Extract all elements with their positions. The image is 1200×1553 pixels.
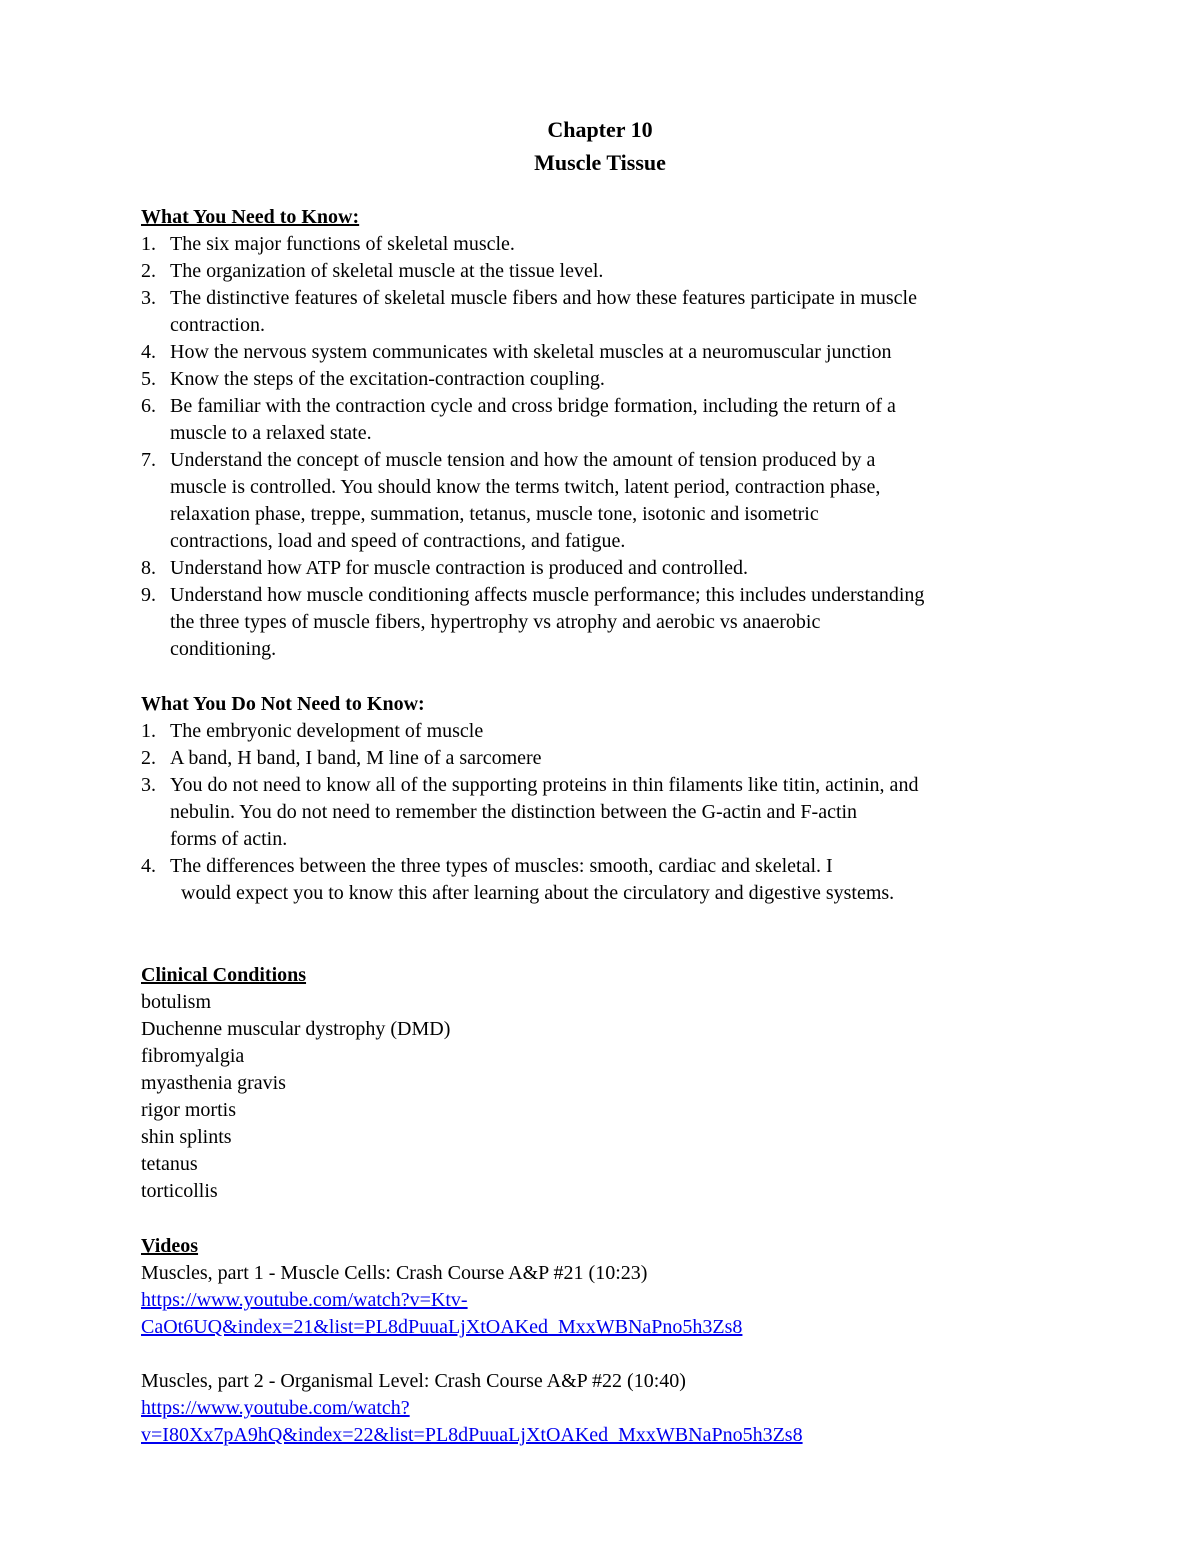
list-item: 2. A band, H band, I band, M line of a sarcomere (141, 747, 542, 769)
video-title: Muscles, part 2 - Organismal Level: Crash Course A&P #22 (10:40) (141, 1370, 686, 1392)
list-item: 2. The organization of skeletal muscle at the tissue level. (141, 260, 604, 282)
clinical-item: myasthenia gravis (141, 1072, 286, 1094)
chapter-title: Muscle Tissue (534, 150, 666, 175)
list-item: 9. Understand how muscle conditioning affects muscle performance; this includes understanding the three types of muscle fibers, hypertrophy vs atrophy and aerobic vs anaerobic conditioning. (141, 584, 925, 660)
list-item: 1. The embryonic development of muscle (141, 720, 484, 742)
clinical-item: botulism (141, 991, 212, 1013)
not-need-to-know-list (141, 718, 1071, 907)
list-item: 5. Know the steps of the excitation-contraction coupling. (141, 368, 605, 390)
video-link-2[interactable]: https://www.youtube.com/watch? v=I80Xx7pA9hQ&index=22&list=PL8dPuuaLjXtOAKed_MxxWBNaPno5h3Zs8 (141, 1397, 803, 1446)
need-to-know-section (141, 204, 1071, 663)
list-item: 8. Understand how ATP for muscle contraction is produced and controlled. (141, 557, 749, 579)
not-need-to-know-section (141, 691, 1071, 907)
chapter-number: Chapter 10 (547, 117, 653, 142)
list-item: 3. The distinctive features of skeletal muscle fibers and how these features participate in muscle contraction. (141, 287, 917, 336)
clinical-item: torticollis (141, 1180, 218, 1202)
video-link-1[interactable]: https://www.youtube.com/watch?v=Ktv- CaOt6UQ&index=21&list=PL8dPuuaLjXtOAKed_MxxWBNaPno5h3Zs8 (141, 1289, 743, 1338)
video-title: Muscles, part 1 - Muscle Cells: Crash Course A&P #21 (10:23) (141, 1262, 648, 1284)
clinical-item: Duchenne muscular dystrophy (DMD) (141, 1018, 451, 1040)
list-item: 1. The six major functions of skeletal muscle. (141, 233, 515, 255)
list-item: 4. The differences between the three types of muscles: smooth, cardiac and skeletal. I would expect you to know this after learning about the circulatory and digestive systems. (141, 855, 895, 904)
clinical-item: fibromyalgia (141, 1045, 245, 1067)
videos-heading: Videos (141, 1235, 199, 1257)
list-item: 7. Understand the concept of muscle tension and how the amount of tension produced by a muscle is controlled. You should know the terms twitch, latent period, contraction phase, relaxation phase, treppe, summation, tetanus, muscle tone, isotonic and isometric contractions, load and speed of contractions, and fatigue. (141, 449, 881, 552)
not-need-to-know-heading: What You Do Not Need to Know: (141, 693, 425, 715)
clinical-item: rigor mortis (141, 1099, 236, 1121)
need-to-know-list (141, 231, 1071, 663)
list-item: 3. You do not need to know all of the supporting proteins in thin filaments like titin, actinin, and nebulin. You do not need to remember the distinction between the G-actin and F-actin forms of actin. (141, 774, 919, 850)
clinical-item: shin splints (141, 1126, 232, 1148)
clinical-item: tetanus (141, 1153, 198, 1175)
clinical-conditions-heading: Clinical Conditions (141, 964, 307, 986)
clinical-conditions-section (141, 962, 1071, 1205)
need-to-know-heading: What You Need to Know: (141, 206, 360, 228)
list-item: 4. How the nervous system communicates with skeletal muscles at a neuromuscular junction (141, 341, 892, 363)
list-item: 6. Be familiar with the contraction cycle and cross bridge formation, including the return of a muscle to a relaxed state. (141, 395, 896, 444)
videos-section (141, 1233, 1071, 1449)
